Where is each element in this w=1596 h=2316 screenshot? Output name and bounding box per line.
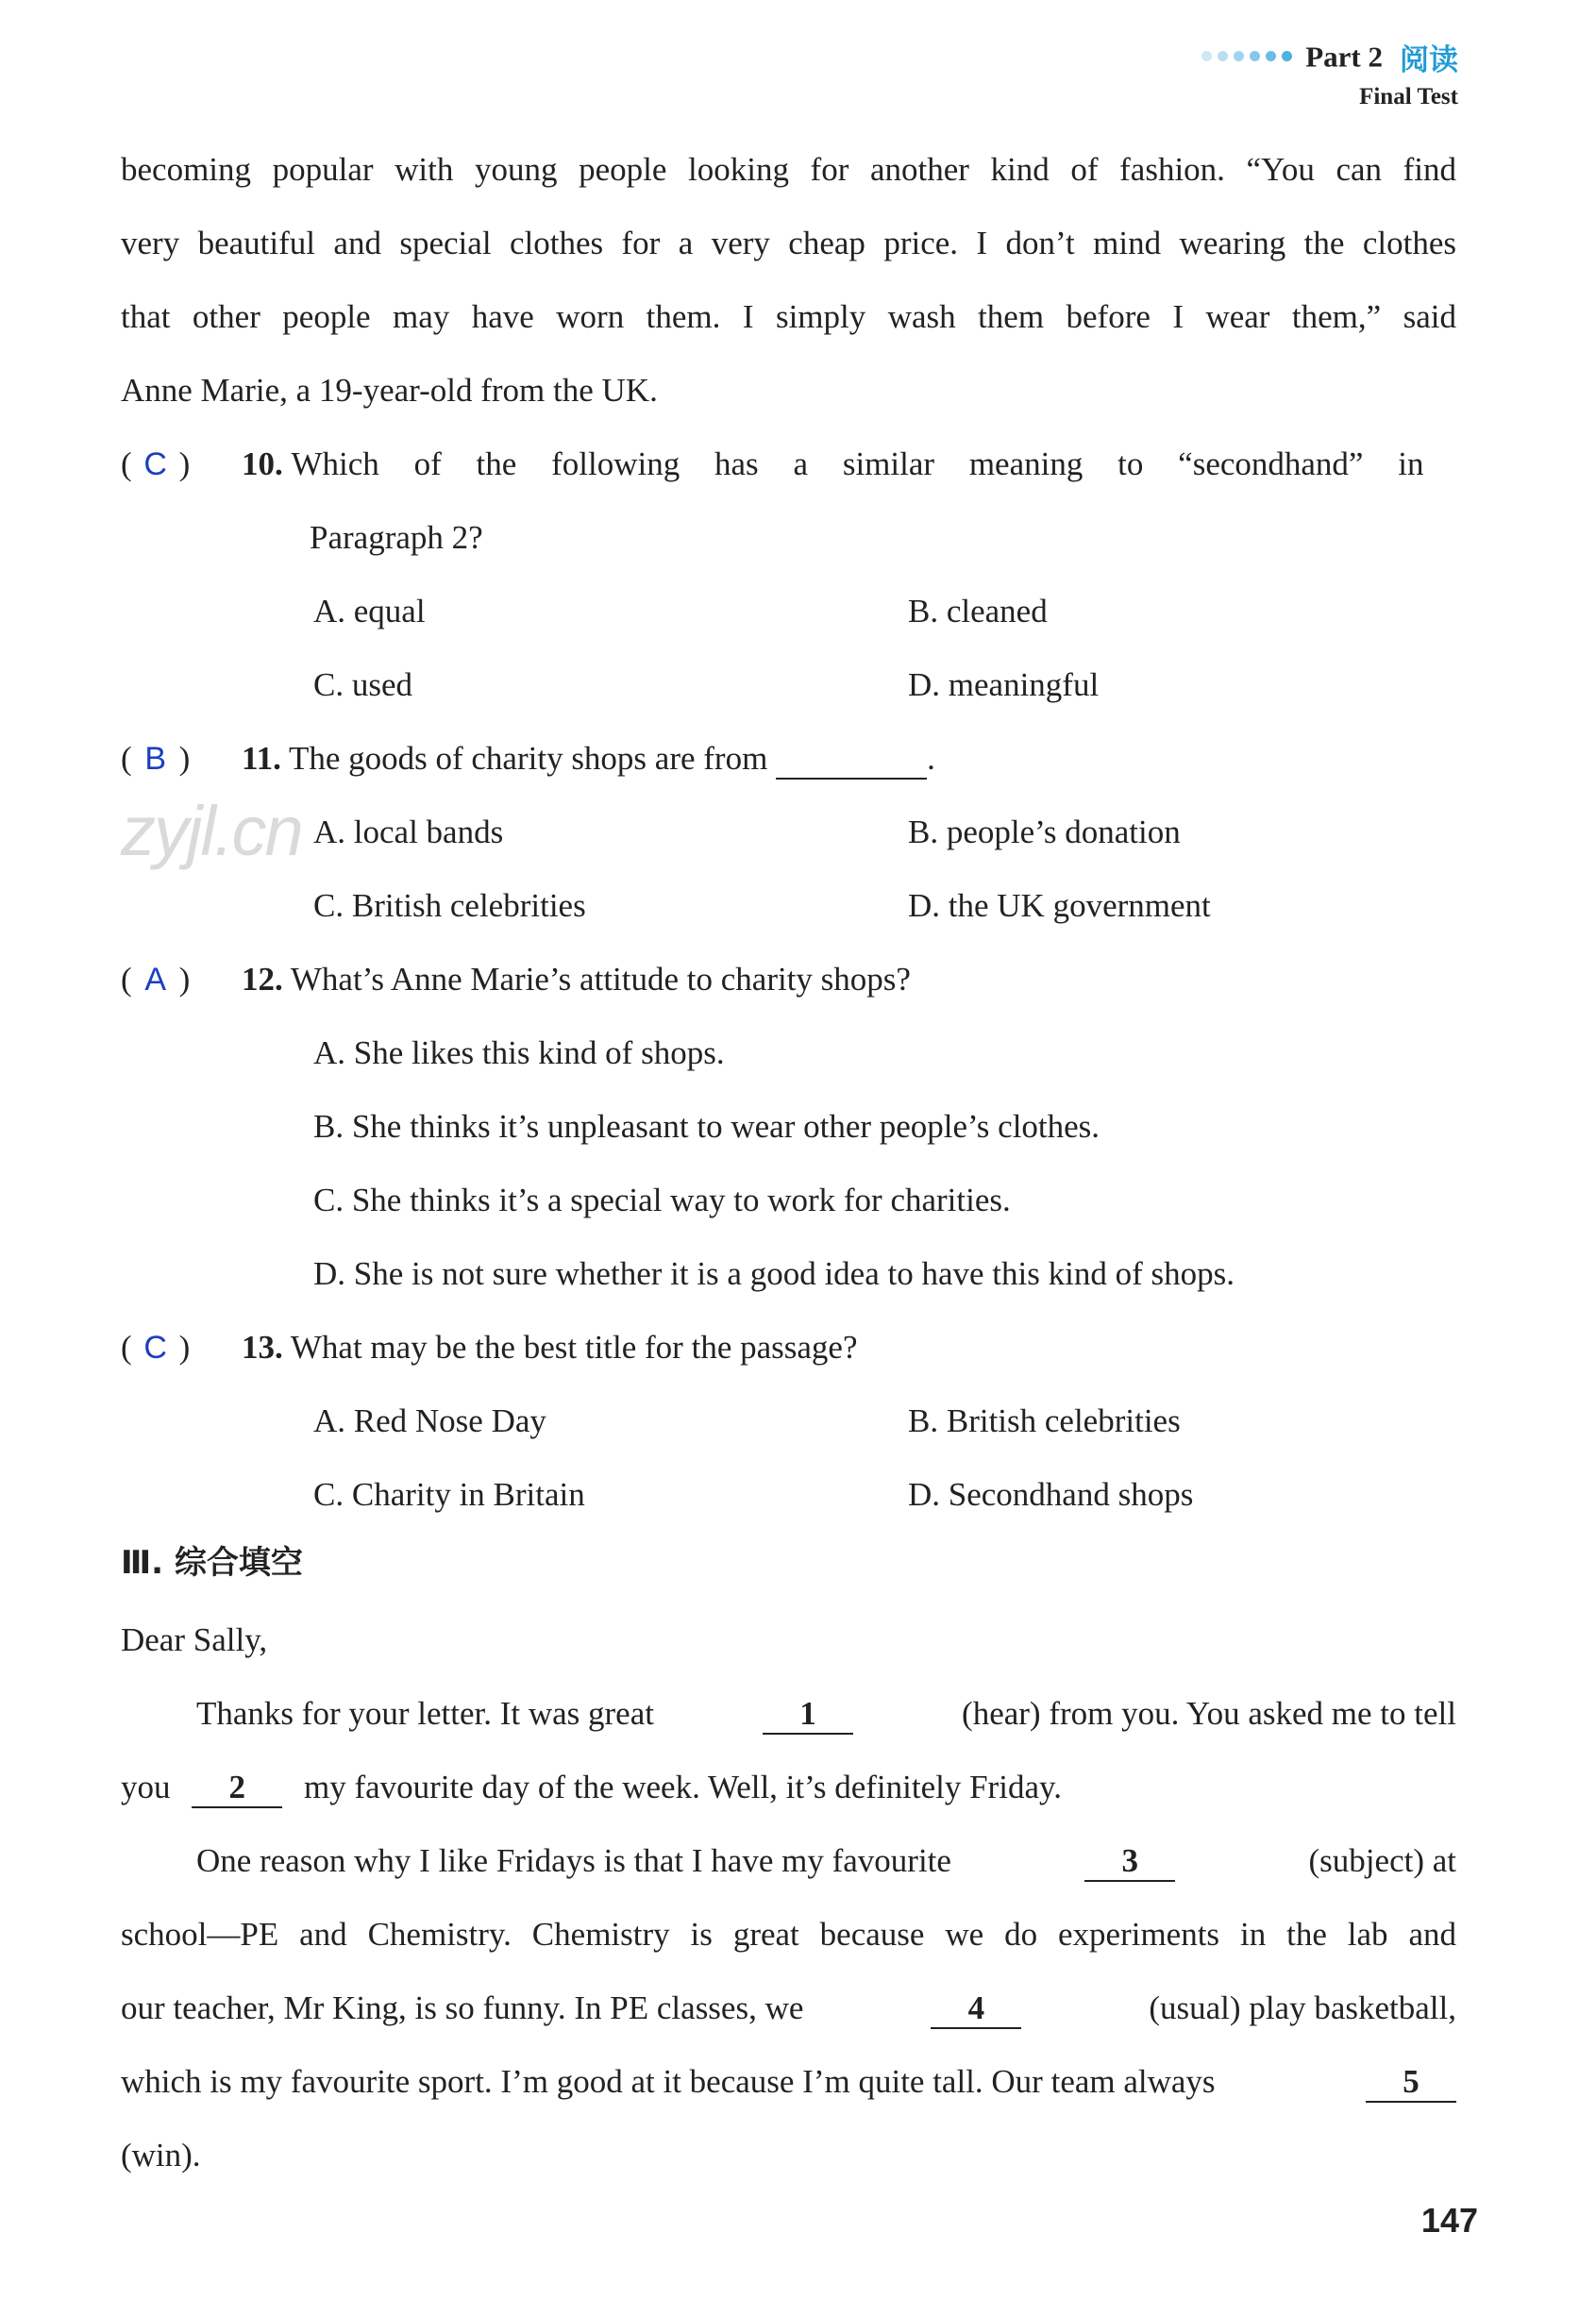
question-number: 10. bbox=[242, 445, 283, 482]
dot-icon bbox=[1201, 51, 1212, 61]
question-number: 12. bbox=[242, 961, 283, 998]
letter-text: our teacher, Mr King, is so funny. In PE classes, we bbox=[121, 1989, 804, 2026]
passage-line: that other people may have worn them. I simply wash them before I wear them,” said bbox=[121, 298, 1456, 335]
question-number: 11. bbox=[242, 740, 281, 777]
dot-icon bbox=[1234, 51, 1244, 61]
question-text: What may be the best title for the passage? bbox=[290, 1329, 858, 1366]
dot-icon bbox=[1266, 51, 1276, 61]
question-text: What’s Anne Marie’s attitude to charity shops? bbox=[290, 961, 911, 998]
letter-line-3 bbox=[196, 1842, 1456, 1882]
dot-icon bbox=[1282, 51, 1292, 61]
letter-text: you bbox=[121, 1769, 171, 1805]
blank-3: 3 bbox=[1084, 1842, 1175, 1882]
letter-text: my favourite day of the week. Well, it’s definitely Friday. bbox=[304, 1769, 1062, 1805]
letter-text: Thanks for your letter. It was great bbox=[196, 1695, 654, 1732]
blank-5: 5 bbox=[1366, 2063, 1456, 2103]
question-text-cont: Paragraph 2? bbox=[310, 519, 483, 556]
answer-bracket: ( B ) bbox=[121, 740, 191, 777]
blank-4: 4 bbox=[931, 1989, 1021, 2029]
letter-line-7: (win). bbox=[121, 2137, 201, 2173]
option-d: D. She is not sure whether it is a good idea to have this kind of shops. bbox=[313, 1255, 1235, 1292]
letter-text: (subject) at bbox=[1308, 1842, 1456, 1879]
option-a: A. Red Nose Day bbox=[313, 1402, 546, 1439]
answer-bracket: ( C ) bbox=[121, 1329, 191, 1366]
letter-line-5 bbox=[121, 1989, 1456, 2029]
option-d: D. Secondhand shops bbox=[908, 1476, 1194, 1513]
letter-text: (usual) play basketball, bbox=[1149, 1989, 1456, 2026]
section-cn-label: 阅读 bbox=[1400, 43, 1458, 77]
option-c: C. used bbox=[313, 666, 412, 703]
header-subtitle: Final Test bbox=[1359, 84, 1458, 109]
question-number: 13. bbox=[242, 1329, 283, 1366]
question-13 bbox=[121, 1329, 1456, 1367]
option-d: D. meaningful bbox=[908, 666, 1100, 703]
answer-bracket: ( A ) bbox=[121, 961, 191, 998]
option-b: B. people’s donation bbox=[908, 814, 1181, 850]
option-b: B. British celebrities bbox=[908, 1402, 1181, 1439]
letter-text: One reason why I like Fridays is that I have my favourite bbox=[196, 1842, 951, 1879]
option-b: B. cleaned bbox=[908, 593, 1048, 629]
part-label: Part 2 bbox=[1305, 40, 1383, 74]
option-a: A. She likes this kind of shops. bbox=[313, 1034, 725, 1071]
dot-icon bbox=[1218, 51, 1228, 61]
letter-line-2 bbox=[121, 1769, 1456, 1808]
blank-2: 2 bbox=[192, 1769, 282, 1808]
answer-blank bbox=[776, 740, 927, 780]
section-title: Ⅲ. 综合填空 bbox=[121, 1544, 303, 1582]
question-text-end: . bbox=[927, 740, 935, 777]
letter-line-1 bbox=[196, 1695, 1456, 1735]
letter-line-6 bbox=[121, 2063, 1456, 2103]
watermark: zyjl.cn bbox=[121, 792, 302, 870]
dot-icon bbox=[1250, 51, 1260, 61]
blank-1: 1 bbox=[763, 1695, 853, 1735]
page-number: 147 bbox=[1420, 2201, 1478, 2240]
decorative-dots bbox=[1196, 49, 1292, 66]
question-text: The goods of charity shops are from bbox=[288, 740, 768, 777]
question-11 bbox=[121, 740, 1456, 780]
option-a: A. equal bbox=[313, 593, 426, 629]
option-c: C. Charity in Britain bbox=[313, 1476, 585, 1513]
letter-line-4: school—PE and Chemistry. Chemistry is great because we do experiments in the lab and bbox=[121, 1916, 1456, 1953]
answer-mark: C bbox=[143, 1330, 167, 1366]
letter-text: which is my favourite sport. I’m good at it because I’m quite tall. Our team always bbox=[121, 2063, 1216, 2100]
question-12 bbox=[121, 961, 1456, 999]
page-header bbox=[1196, 36, 1458, 110]
answer-mark: B bbox=[144, 741, 166, 777]
question-text: Which of the following has a similar meaning to “secondhand” in bbox=[291, 445, 1424, 482]
option-c: C. She thinks it’s a special way to work for charities. bbox=[313, 1182, 1011, 1218]
answer-bracket: ( C ) bbox=[121, 445, 191, 482]
passage-line: very beautiful and special clothes for a very cheap price. I don’t mind wearing the clothes bbox=[121, 225, 1456, 261]
passage-line: Anne Marie, a 19-year-old from the UK. bbox=[121, 372, 658, 409]
letter-greeting: Dear Sally, bbox=[121, 1621, 268, 1658]
option-d: D. the UK government bbox=[908, 887, 1211, 924]
letter-text: (hear) from you. You asked me to tell bbox=[962, 1695, 1456, 1732]
option-b: B. She thinks it’s unpleasant to wear other people’s clothes. bbox=[313, 1108, 1100, 1145]
option-c: C. British celebrities bbox=[313, 887, 586, 924]
question-10 bbox=[121, 445, 1456, 483]
option-a: A. local bands bbox=[313, 814, 504, 850]
answer-mark: C bbox=[143, 446, 167, 482]
passage-line: becoming popular with young people looking for another kind of fashion. “You can find bbox=[121, 151, 1456, 188]
answer-mark: A bbox=[144, 962, 166, 998]
